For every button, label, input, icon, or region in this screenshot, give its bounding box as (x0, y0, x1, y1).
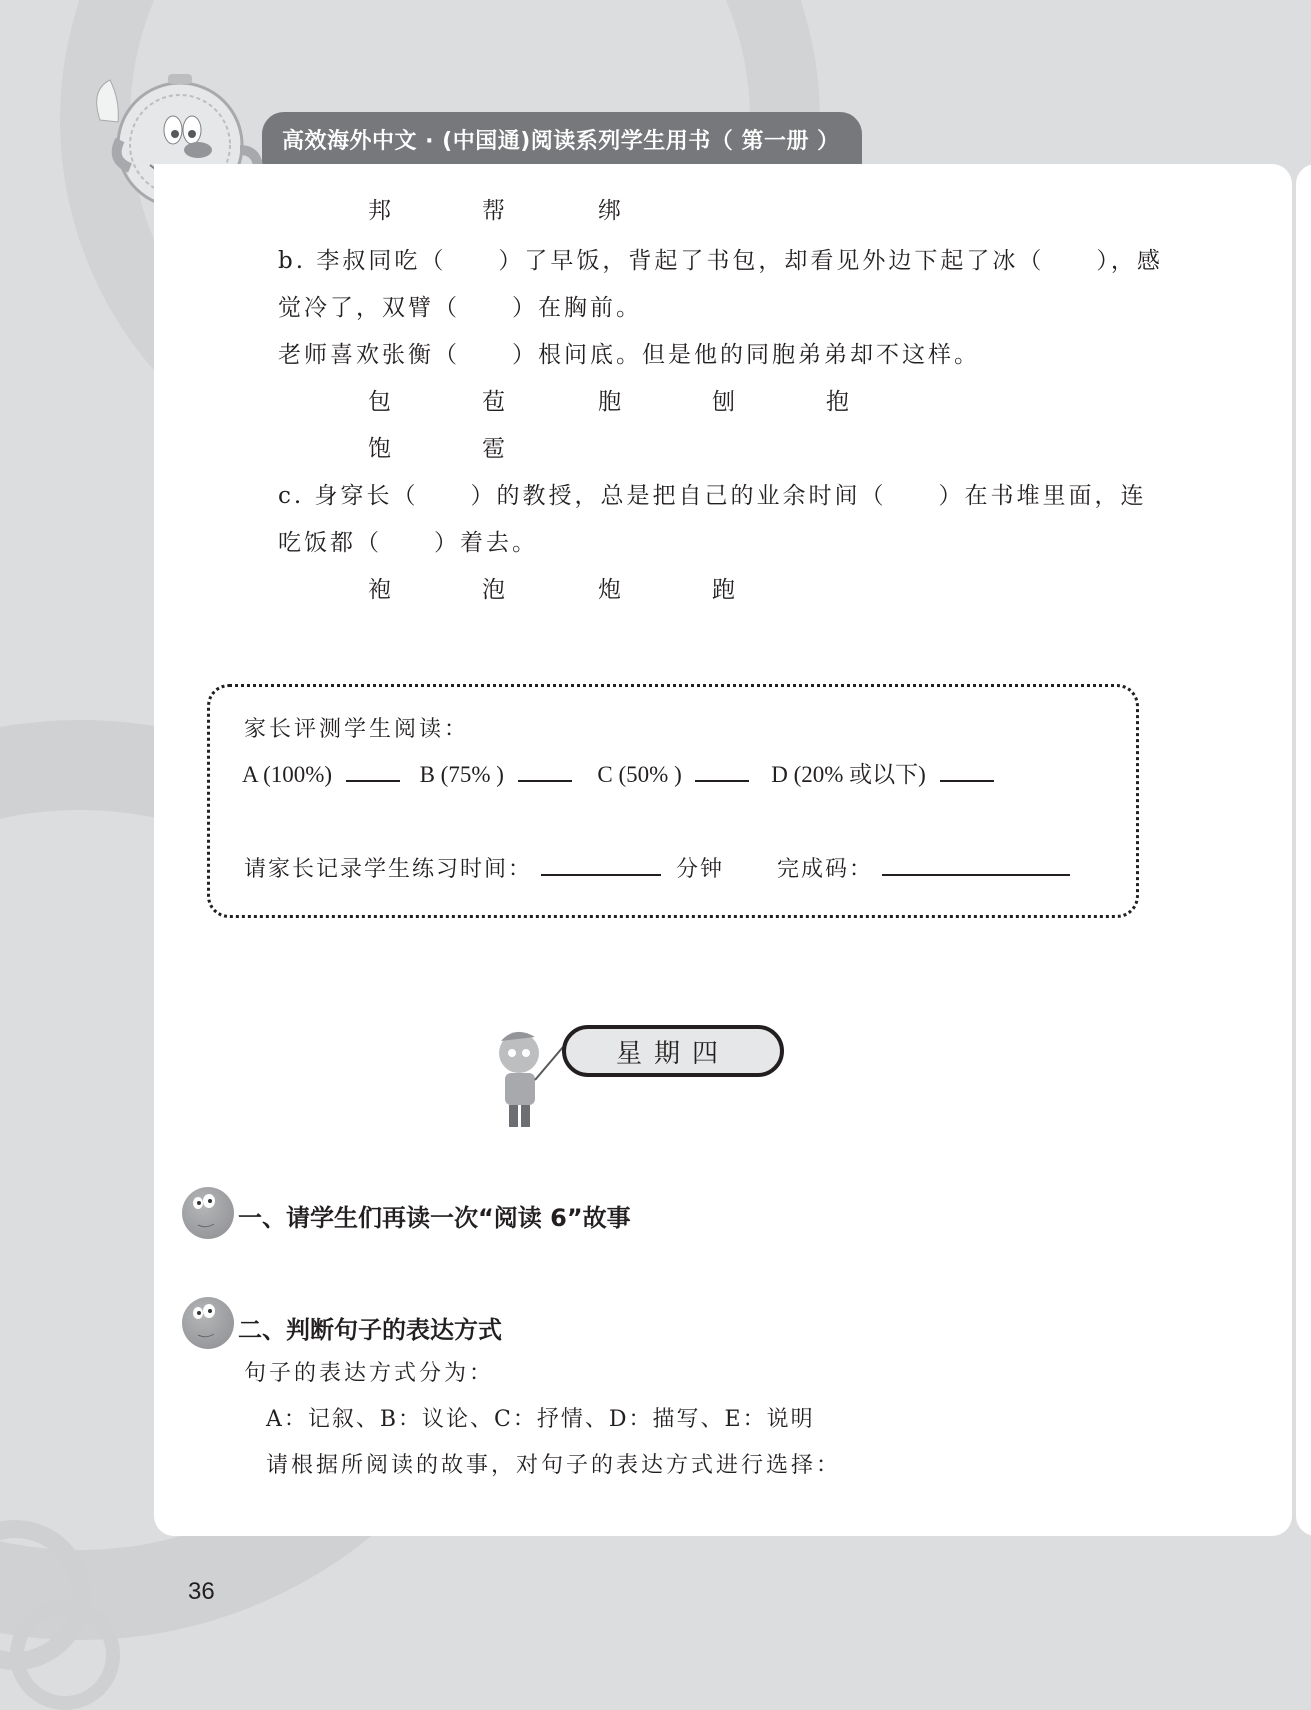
char-option: 抱 (826, 389, 849, 415)
exercise-b-line: 觉冷了，双臂（ ）在胸前。 (278, 295, 642, 321)
completion-code-blank[interactable] (882, 872, 1070, 876)
adjacent-page-edge (1296, 164, 1311, 1536)
char-option: 饱 (368, 436, 391, 462)
exercise-b-line: b. 李叔同吃（ ）了早饭，背起了书包，却看见外边下起了冰（ ），感 (278, 248, 1163, 274)
grade-b-label: B (75% ) (419, 762, 504, 787)
grade-row (242, 756, 1002, 789)
day-label: 星期四 (615, 1038, 730, 1069)
day-badge (562, 1025, 784, 1077)
expression-types-list: A：记叙、B：议论、C：抒情、D：描写、E：说明 (266, 1407, 815, 1432)
grade-d-label: D (20% 或以下) (771, 762, 926, 787)
char-option: 胞 (598, 389, 621, 415)
grade-a-blank[interactable] (346, 778, 400, 782)
exercise-b-line: 老师喜欢张衡（ ）根问底。但是他的同胞弟弟却不这样。 (278, 342, 980, 368)
page-number: 36 (188, 1578, 215, 1605)
grade-c-blank[interactable] (695, 778, 749, 782)
smiley-face-icon (182, 1297, 234, 1349)
expression-types-intro: 句子的表达方式分为： (244, 1361, 495, 1386)
grade-c-label: C (50% ) (597, 762, 682, 787)
practice-time-label: 请家长记录学生练习时间： (244, 857, 533, 882)
char-option: 炮 (598, 577, 621, 603)
minutes-label: 分钟 (676, 857, 725, 882)
parent-eval-title: 家长评测学生阅读： (244, 717, 470, 742)
grade-b-blank[interactable] (518, 778, 572, 782)
char-option: 跑 (712, 577, 735, 603)
char-option: 邦 (368, 198, 391, 224)
exercise-c-line: c. 身穿长（ ）的教授，总是把自己的业余时间（ ）在书堆里面，连 (278, 483, 1147, 509)
char-option: 包 (368, 389, 391, 415)
time-row (244, 852, 1078, 883)
completion-code-label: 完成码： (777, 857, 874, 882)
char-option: 刨 (712, 389, 735, 415)
background-ring-decoration (10, 1600, 120, 1710)
boy-pointer-illustration (485, 1025, 565, 1130)
section-1-title: 一、请学生们再读一次“阅读 6”故事 (238, 1204, 631, 1232)
char-option: 绑 (598, 198, 621, 224)
selection-instruction: 请根据所阅读的故事，对句子的表达方式进行选择： (266, 1453, 842, 1478)
grade-d-blank[interactable] (940, 778, 994, 782)
char-option: 帮 (482, 198, 505, 224)
grade-a-label: A (100%) (242, 762, 333, 787)
section-2-title: 二、判断句子的表达方式 (238, 1316, 502, 1344)
char-option: 泡 (482, 577, 505, 603)
char-option: 苞 (482, 389, 505, 415)
exercise-c-line: 吃饭都（ ）着去。 (278, 530, 538, 556)
smiley-face-icon (182, 1187, 234, 1239)
char-option: 袍 (368, 577, 391, 603)
practice-time-blank[interactable] (541, 872, 661, 876)
book-title: 高效海外中文 · (中国通)阅读系列学生用书（ 第一册 ） (282, 129, 840, 154)
char-option: 雹 (482, 436, 505, 462)
